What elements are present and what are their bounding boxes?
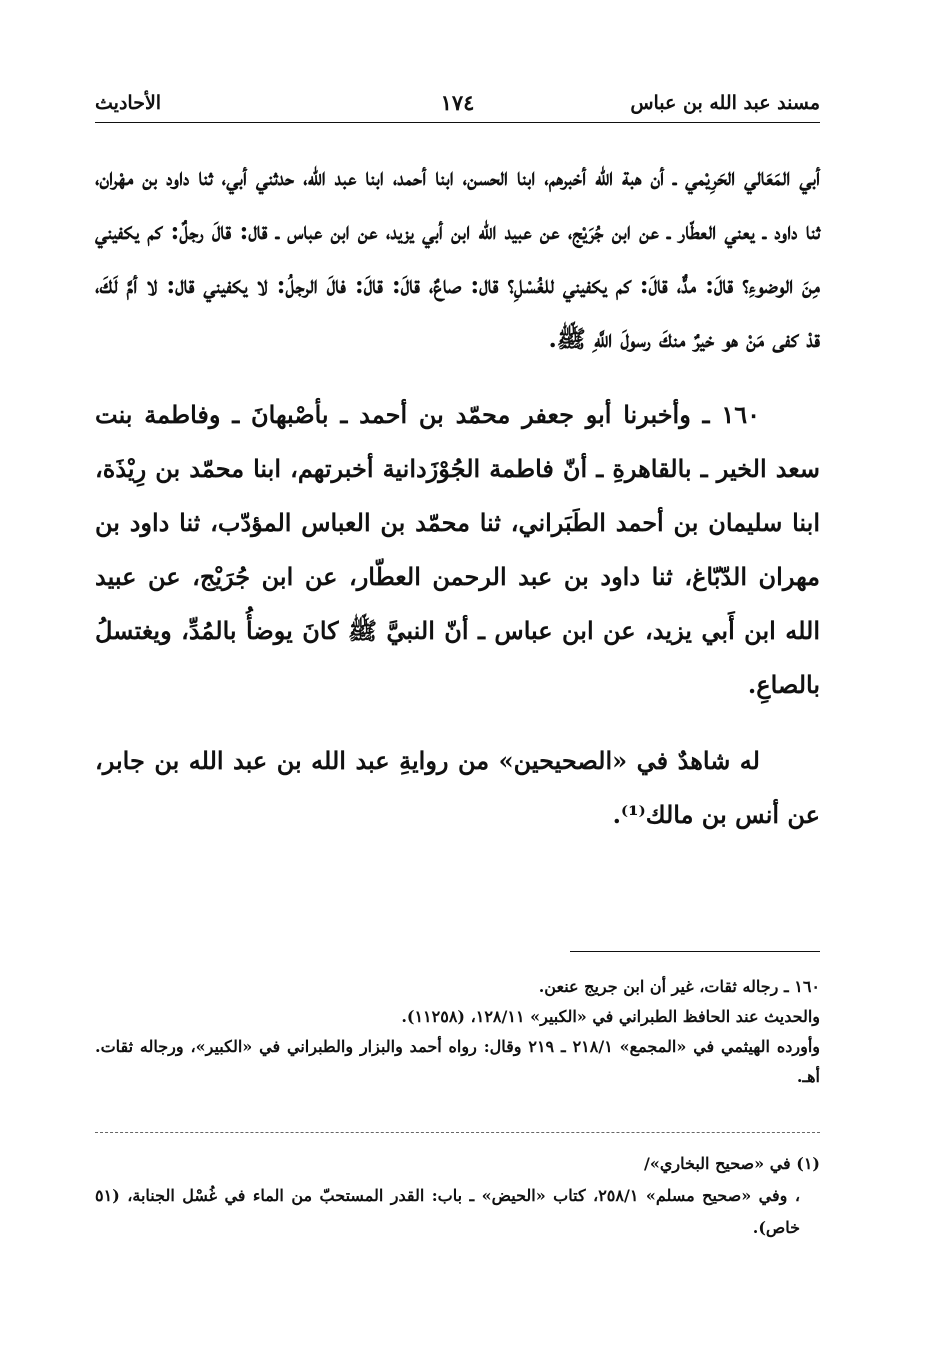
- dashed-divider: [95, 1132, 820, 1133]
- note-2: ، وفي «صحيح مسلم» ٢٥٨/١، كتاب «الحيض» ـ باب: القدر المستحبّ من الماء في غُسْل الجنابة، (٥١ خاص).: [95, 1186, 801, 1237]
- footnote-divider: [570, 951, 820, 952]
- footnote-line-2: والحديث عند الحافظ الطبراني في «الكبير» ١٢٨/١١، (١١٢٥٨).: [401, 1007, 820, 1026]
- main-text: [95, 150, 820, 842]
- hadith-footnotes: [95, 972, 820, 1092]
- book-title: مسند عبد الله بن عباس: [630, 92, 820, 114]
- running-header: [95, 88, 820, 123]
- section-title: الأحاديث: [95, 92, 162, 114]
- footnote-line-3: وأورده الهيثمي في «المجمع» ٢١٨/١ ـ ٢١٩ وقال: رواه أحمد والبزار والطبراني في «الكبير»، ورجاله ثقات. أهـ.: [95, 1037, 821, 1086]
- paragraph-2: ١٦٠ ـ وأخبرنا أبو جعفر محمّد بن أحمد ـ بأصْبهانَ ـ وفاطمة بنت سعد الخير ـ بالقاهرةِ ـ أنّ فاطمة الجُوْزَدانية أخبرتهم، ابنا محمّد بن رِيْذَة، ابنا سليمان بن أحمد الطَبَراني، ثنا محمّد بن العباس المؤدّب، ثنا داود بن مهران الدّبّاغ، ثنا داود بن عبد الرحمن العطّار، عن ابن جُرَيْج، عن عبيد الله ابن أَبي يزيد، عن ابن عباس ـ أنّ النبيَّ ﷺ كانَ يوضأُ بالمُدِّ، ويغتسلُ بالصاعِ.: [95, 400, 820, 699]
- page-number: ١٧٤: [440, 90, 475, 115]
- reference-notes: [95, 1148, 820, 1244]
- paragraph-1: أبي المَعَالي الحَرِيْمي ـ أن هبة الله أخبرهم، ابنا الحسن، ابنا أحمد، ابنا عبد الله، حدثني أبي، ثنا داود بن مهْران، ثنا داود ـ يعني العطّار ـ عن ابن جُرَيْج، عن عبيد الله ابن أبي يزيد، عن ابن عباس ـ قال: قالَ رجلٌ: كم يكفيني مِنَ الوضوءِ؟ قالَ: مدٌّ، قالَ: كم يكفيني للغُسْلِ؟ قال: صاعٌ، قالَ: قالَ: فالَ الرجلُ: لا يكفيني قال: لا أمَّ لَكَ، قدْ كفى مَنْ هو خيرٌ منكَ رسولَ اللَّهِ ﷺ.: [95, 162, 821, 353]
- footnote-line-1: ١٦٠ ـ رجاله ثقات، غير أن ابن جريج عنعن.: [538, 977, 820, 996]
- paragraph-3: له شاهدٌ في «الصحيحين» من روايةِ عبد الله بن عبد الله بن جابر، عن أنس بن مالك⁽¹⁾.: [95, 746, 820, 829]
- note-1: (١) في «صحيح البخاري»/: [644, 1154, 820, 1173]
